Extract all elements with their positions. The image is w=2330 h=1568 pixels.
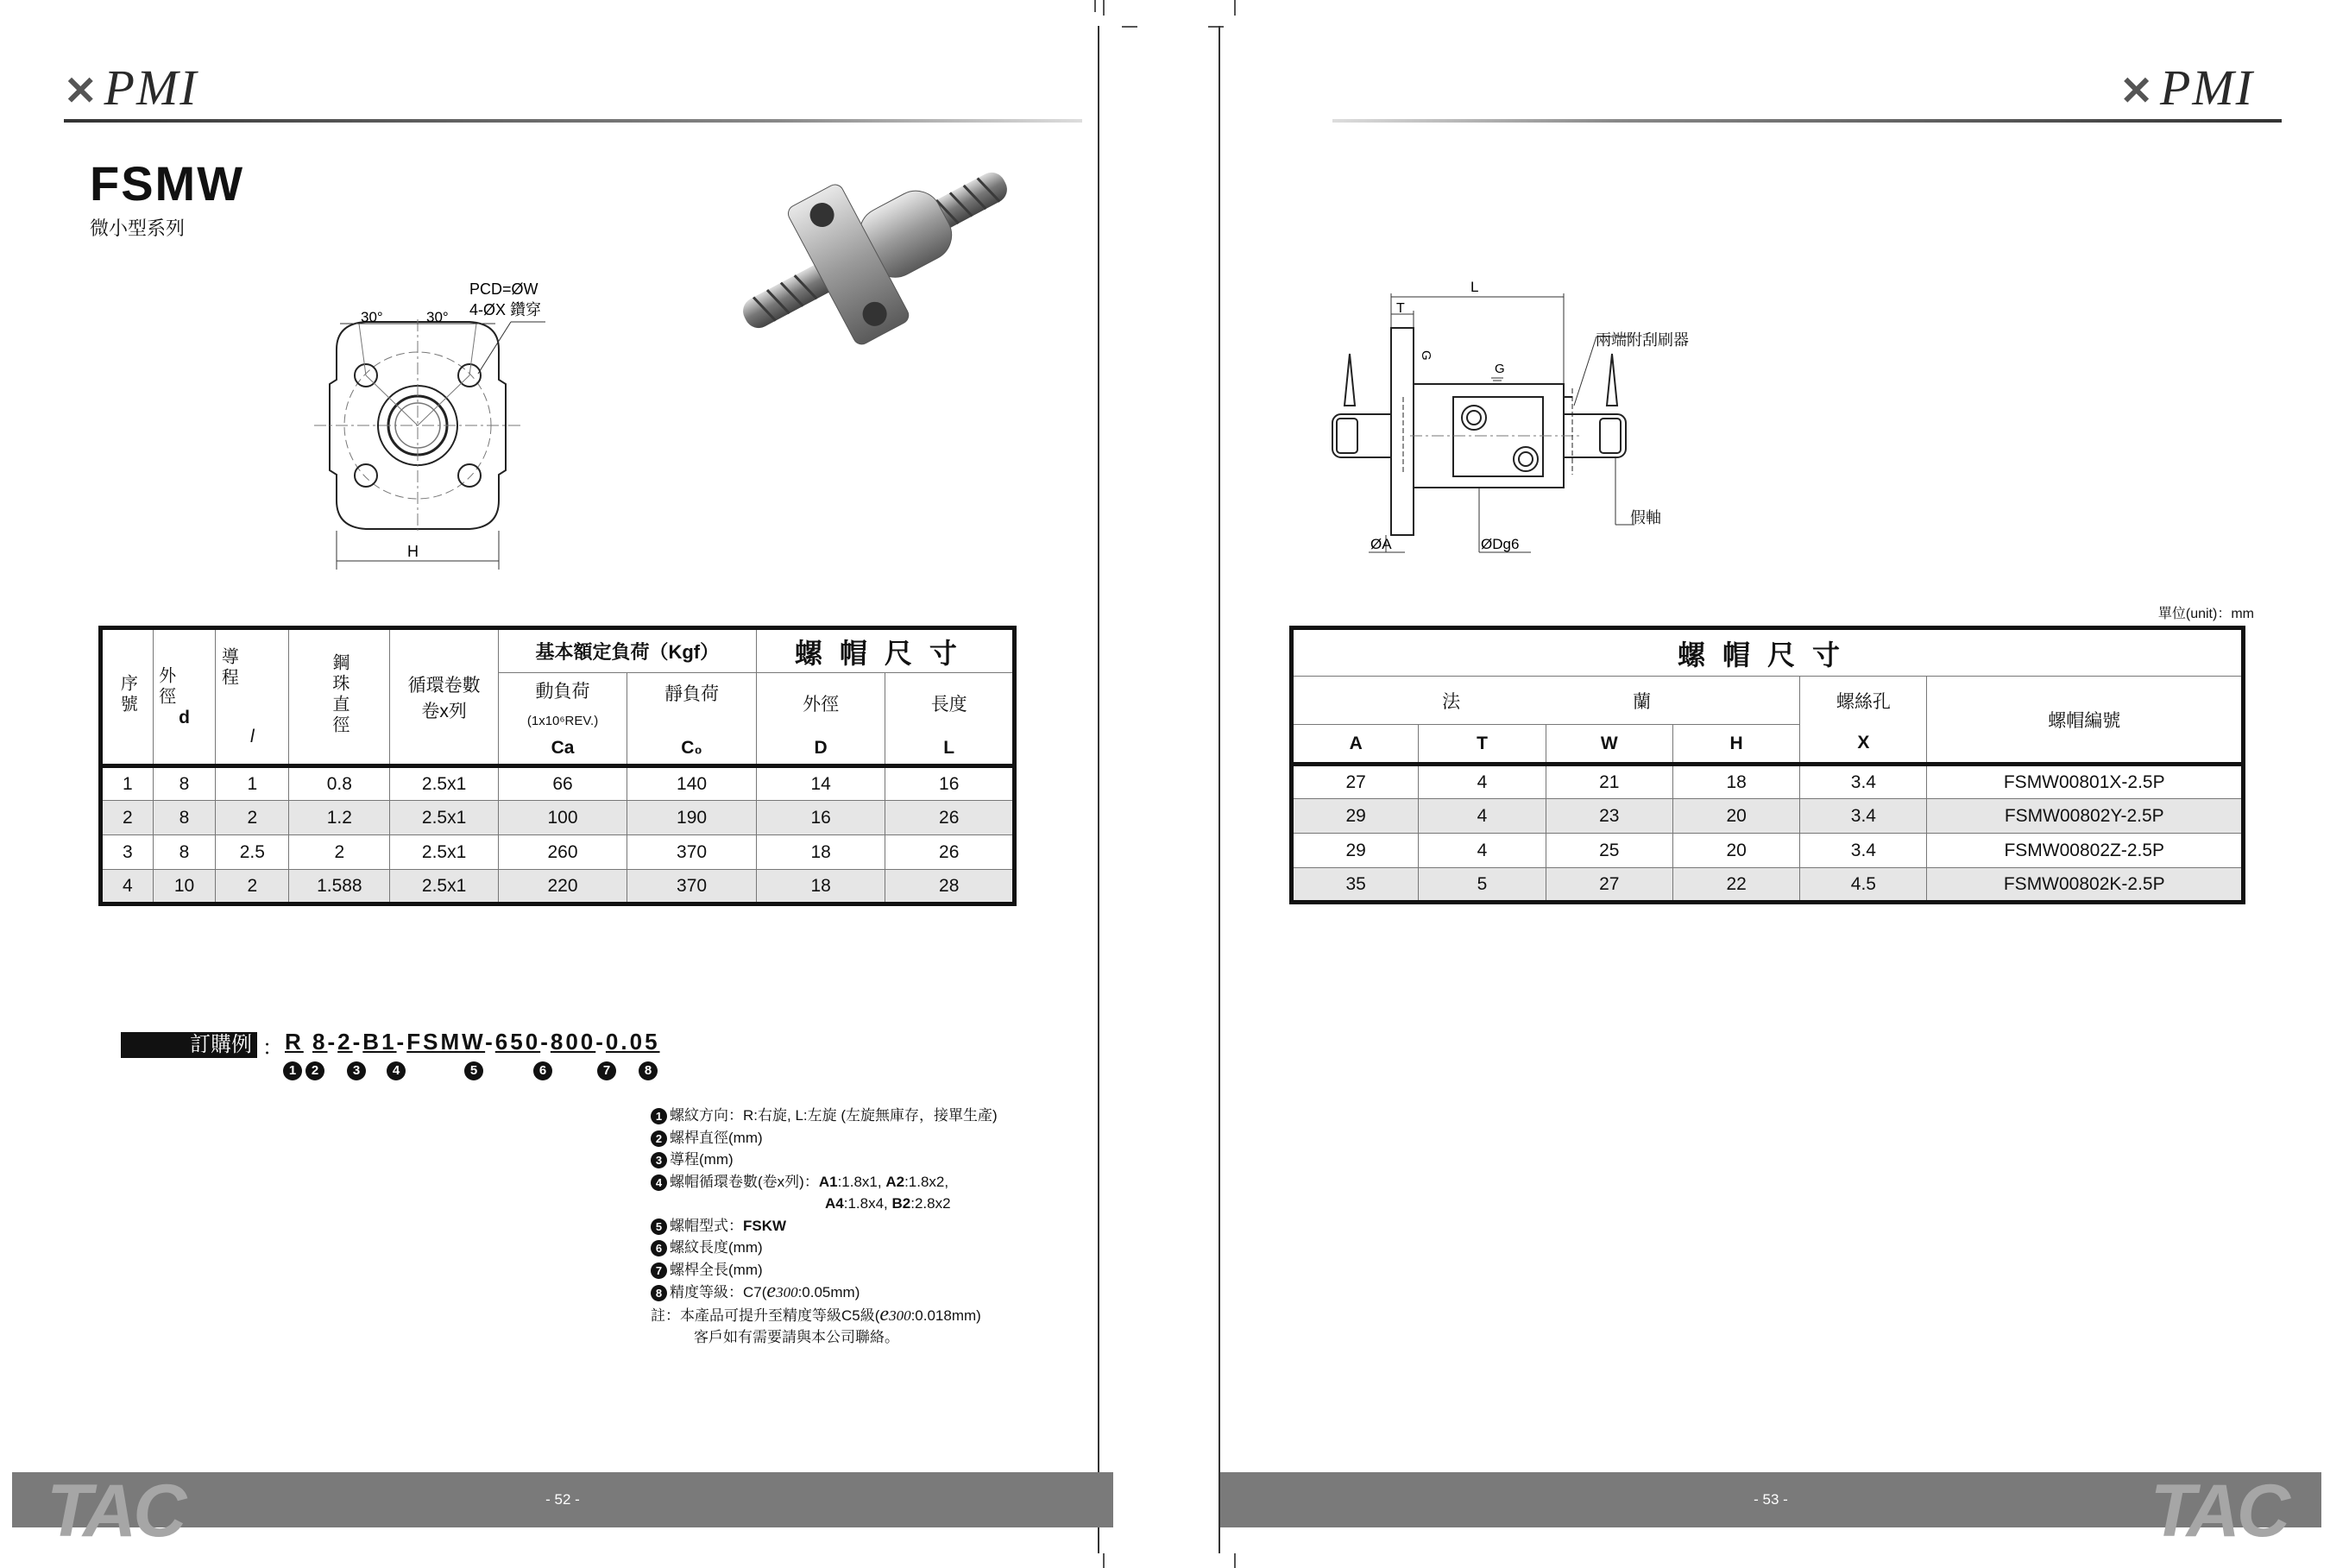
page-subtitle: 微小型系列 [90, 217, 186, 239]
col-load-group: 基本額定負荷（Kgf） [498, 628, 756, 673]
holes-label: 4-ØX 鑽穿 [469, 301, 542, 318]
pmi-logo-mark-right: ✕ [2119, 69, 2155, 113]
col-static-sym: C₀ [627, 734, 757, 766]
table-row: 29 4 25 20 3.4 FSMW00802Z-2.5P [1292, 834, 2244, 868]
pmi-logo-text: PMI [104, 60, 198, 116]
pmi-logo-mark: ✕ [64, 69, 99, 113]
note-4: 4 螺帽循環卷數(卷x列)：A1:1.8x1, A2:1.8x2, [651, 1171, 998, 1193]
col-W: W [1546, 725, 1672, 765]
note-5: 5 螺帽型式：FSKW [651, 1215, 998, 1237]
col-outer-dia: 外徑 d [153, 628, 216, 766]
table-row: 29 4 23 20 3.4 FSMW00802Y-2.5P [1292, 799, 2244, 834]
label-G2: G [1495, 362, 1505, 376]
note-7: 7 螺桿全長(mm) [651, 1259, 998, 1281]
header-rule-right [1332, 119, 2282, 123]
angle-label-b: 30° [426, 309, 449, 325]
nut-side-drawing [1307, 276, 1634, 570]
col-flange: 法 蘭 [1292, 677, 1800, 725]
table-row: 27 4 21 18 3.4 FSMW00801X-2.5P [1292, 765, 2244, 799]
label-L: L [1470, 279, 1479, 295]
col-H: H [1672, 725, 1799, 765]
pmi-logo [64, 59, 198, 116]
col-hole: 螺絲孔 [1800, 677, 1927, 725]
spec-table [98, 626, 1017, 906]
col-lead: 導程 l [216, 628, 289, 766]
product-photo [720, 138, 1030, 362]
col-nut-len-sym: L [885, 734, 1015, 766]
col-X: X [1800, 725, 1927, 765]
pcd-label: PCD=ØW [469, 280, 538, 298]
left-page: ✕ PMI FSMW 微小型系列 30° 30° PCD=ØW 4-ØX 鑽穿 H 序號 外徑 d 導程 l 鋼珠直徑 循環卷數 卷x列 基本額定負荷（Kgf） 螺帽尺寸 動負荷 (1x10⁶REV.) 靜負荷 外徑 長度 Ca C₀ D L 1 8 1 0.8 2.5x1 66 140 14 16 2 8 2 1.2 2.5x1 100 190 16 26 3 8 2.5 2 2.5x1 260 370 18 26 4 10 2 1.588 2.5x1 220 370 18 28 訂購例 ： R 8-2-B1-FSMW-650-800-0.05 1 2 3 4 5 6 7 8 1 螺紋方向：R:右旋, L:左旋 (左旋無庫存，接單生產) 2 螺桿直徑(mm) 3 導程(mm) 4 螺帽循環卷數(卷x列)：A1:1.8x1, A2:1.8x2, A4:1.8x4, B2:2.8x2 5 螺帽型式：FSKW 6 螺紋長度(mm) 7 螺桿全長(mm) 8 精度等級：C7(e300:0.05mm) 註：本產品可提升至精度等級C5級(e300:0.018mm) 客戶如有需要請與本公司聯絡。 TAC - 52 - [12, 26, 1099, 1553]
col-nut-od: 外徑 [756, 673, 885, 734]
order-code: R 8-2-B1-FSMW-650-800-0.05 [285, 1029, 660, 1055]
col-nut-group: 螺帽尺寸 [1292, 628, 2244, 677]
col-code: 螺帽編號 [1927, 677, 2244, 765]
pmi-logo-text-right: PMI [2159, 60, 2254, 116]
nut-table [1289, 626, 2245, 904]
col-static: 靜負荷 [627, 673, 757, 734]
flange-drawing [305, 272, 564, 574]
table-row: 1 8 1 0.8 2.5x1 66 140 14 16 [101, 766, 1015, 801]
angle-label-a: 30° [361, 309, 383, 325]
col-nut-od-sym: D [756, 734, 885, 766]
page-title: FSMW [90, 156, 245, 211]
order-label: 訂購例 [121, 1032, 257, 1058]
unit-label: 單位(unit)：mm [2157, 607, 2254, 621]
col-seq: 序號 [101, 628, 154, 766]
order-colon: ： [262, 1036, 283, 1060]
note-remark: 註：本產品可提升至精度等級C5級(e300:0.018mm) [651, 1302, 981, 1326]
col-A: A [1292, 725, 1419, 765]
note-4-cont: A4:1.8x4, B2:2.8x2 [825, 1195, 951, 1212]
width-label: H [407, 543, 419, 560]
page-number: - 52 - [545, 1491, 580, 1508]
note-remark-2: 客戶如有需要請與本公司聯絡。 [694, 1329, 899, 1345]
label-G1: G [1419, 350, 1433, 361]
col-dynamic-sym: Ca [498, 734, 627, 766]
table-row: 35 5 27 22 4.5 FSMW00802K-2.5P [1292, 868, 2244, 903]
table-row: 2 8 2 1.2 2.5x1 100 190 16 26 [101, 801, 1015, 835]
col-circuits: 循環卷數 卷x列 [390, 628, 498, 766]
note-1: 1 螺紋方向：R:右旋, L:左旋 (左旋無庫存，接單生產) [651, 1105, 998, 1127]
label-D: ØDg6 [1481, 536, 1520, 552]
col-dynamic: 動負荷 (1x10⁶REV.) [498, 673, 627, 734]
label-dummy: 假軸 [1630, 509, 1661, 526]
note-6: 6 螺紋長度(mm) [651, 1237, 998, 1259]
order-notes [651, 1105, 998, 1349]
page-number-right: - 53 - [1754, 1491, 1788, 1508]
col-ball-dia: 鋼珠直徑 [289, 628, 390, 766]
right-page [1219, 26, 2306, 1553]
label-wiper: 兩端附刮刷器 [1596, 331, 1689, 349]
col-nut-len: 長度 [885, 673, 1015, 734]
note-8: 8 精度等級：C7(e300:0.05mm) [651, 1281, 998, 1304]
footer-mark-right: TAC [2150, 1470, 2287, 1552]
table-row: 4 10 2 1.588 2.5x1 220 370 18 28 [101, 870, 1015, 904]
pmi-logo-right [2119, 59, 2254, 116]
label-A: ØA [1370, 536, 1392, 552]
header-rule [64, 119, 1082, 123]
footer-right [1220, 1470, 2321, 1552]
note-3: 3 導程(mm) [651, 1149, 998, 1171]
col-T: T [1419, 725, 1546, 765]
footer-left [12, 1470, 1113, 1552]
label-T: T [1396, 301, 1405, 316]
table-row: 3 8 2.5 2 2.5x1 260 370 18 26 [101, 835, 1015, 870]
footer-mark: TAC [47, 1470, 184, 1552]
col-nut-group: 螺帽尺寸 [756, 628, 1014, 673]
note-2: 2 螺桿直徑(mm) [651, 1127, 998, 1149]
